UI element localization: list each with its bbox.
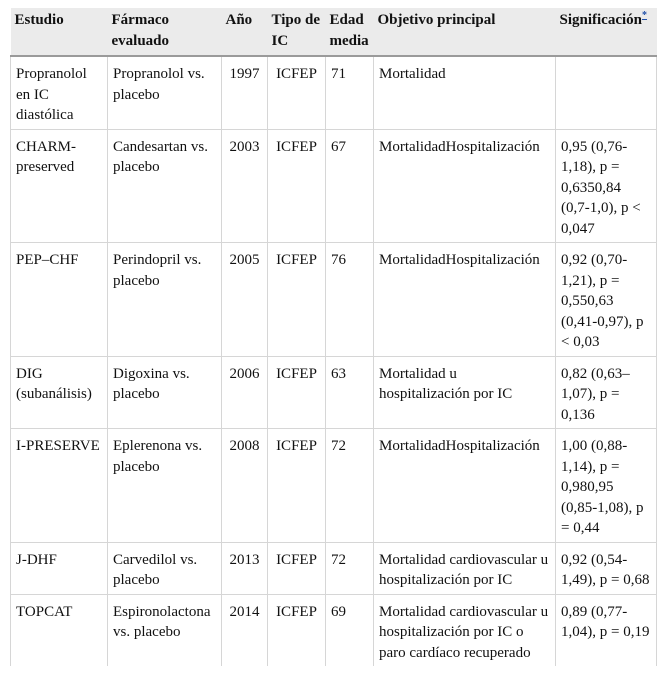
header-significacion [556, 8, 657, 56]
cell-significacion: 0,82 (0,63–1,07), p = 0,136 [556, 356, 657, 429]
cell-farmaco: Propranolol vs. placebo [108, 56, 222, 129]
cell-anio: 2013 [222, 542, 268, 594]
cell-tipo: ICFEP [268, 243, 326, 357]
cell-estudio: I-PRESERVE [11, 429, 108, 543]
cell-tipo: ICFEP [268, 594, 326, 666]
cell-estudio: CHARM-preserved [11, 129, 108, 243]
header-row [11, 8, 657, 56]
cell-edad: 69 [326, 594, 374, 666]
header-tipo: Tipo de IC [268, 8, 326, 56]
cell-anio: 2005 [222, 243, 268, 357]
cell-anio: 2003 [222, 129, 268, 243]
header-significacion-label: Significación [559, 12, 643, 28]
footnote-link[interactable]: * [642, 10, 648, 21]
cell-significacion: 0,89 (0,77-1,04), p = 0,19 [556, 594, 657, 666]
cell-objetivo: Mortalidad [374, 56, 556, 129]
cell-edad: 67 [326, 129, 374, 243]
cell-tipo: ICFEP [268, 542, 326, 594]
header-objetivo: Objetivo principal [374, 8, 556, 56]
cell-farmaco: Eplerenona vs. placebo [108, 429, 222, 543]
table-row [11, 356, 657, 429]
cell-estudio: DIG (subanálisis) [11, 356, 108, 429]
cell-estudio: PEP–CHF [11, 243, 108, 357]
cell-farmaco: Carvedilol vs. placebo [108, 542, 222, 594]
cell-anio: 2014 [222, 594, 268, 666]
cell-significacion [556, 56, 657, 129]
header-edad: Edad media [326, 8, 374, 56]
cell-anio: 1997 [222, 56, 268, 129]
cell-farmaco: Candesartan vs. placebo [108, 129, 222, 243]
trials-table [10, 8, 657, 666]
cell-objetivo: Mortalidad u hospitalización por IC [374, 356, 556, 429]
cell-farmaco: Digoxina vs. placebo [108, 356, 222, 429]
table-row [11, 542, 657, 594]
cell-objetivo: MortalidadHospitalización [374, 129, 556, 243]
header-farmaco: Fármaco evaluado [108, 8, 222, 56]
header-estudio: Estudio [11, 8, 108, 56]
cell-estudio: Propranolol en IC diastólica [11, 56, 108, 129]
cell-tipo: ICFEP [268, 56, 326, 129]
cell-edad: 72 [326, 542, 374, 594]
cell-estudio: TOPCAT [11, 594, 108, 666]
cell-anio: 2006 [222, 356, 268, 429]
table-body [11, 56, 657, 666]
cell-edad: 76 [326, 243, 374, 357]
cell-objetivo: MortalidadHospitalización [374, 243, 556, 357]
cell-tipo: ICFEP [268, 129, 326, 243]
cell-objetivo: Mortalidad cardiovascular u hospitalización por IC [374, 542, 556, 594]
cell-significacion: 0,92 (0,70-1,21), p = 0,550,63 (0,41-0,97), p < 0,03 [556, 243, 657, 357]
table-row [11, 429, 657, 543]
cell-significacion: 0,95 (0,76-1,18), p = 0,6350,84 (0,7-1,0), p < 0,047 [556, 129, 657, 243]
cell-anio: 2008 [222, 429, 268, 543]
cell-significacion: 1,00 (0,88-1,14), p = 0,980,95 (0,85-1,08), p = 0,44 [556, 429, 657, 543]
table-row [11, 243, 657, 357]
cell-tipo: ICFEP [268, 356, 326, 429]
table-row [11, 129, 657, 243]
table-row [11, 594, 657, 666]
cell-edad: 63 [326, 356, 374, 429]
header-anio: Año [222, 8, 268, 56]
table-row [11, 56, 657, 129]
cell-estudio: J-DHF [11, 542, 108, 594]
cell-edad: 72 [326, 429, 374, 543]
cell-edad: 71 [326, 56, 374, 129]
cell-tipo: ICFEP [268, 429, 326, 543]
cell-farmaco: Perindopril vs. placebo [108, 243, 222, 357]
table-header [11, 8, 657, 56]
cell-objetivo: MortalidadHospitalización [374, 429, 556, 543]
cell-significacion: 0,92 (0,54-1,49), p = 0,68 [556, 542, 657, 594]
cell-objetivo: Mortalidad cardiovascular u hospitalización por IC o paro cardíaco recuperado [374, 594, 556, 666]
cell-farmaco: Espironolactona vs. placebo [108, 594, 222, 666]
